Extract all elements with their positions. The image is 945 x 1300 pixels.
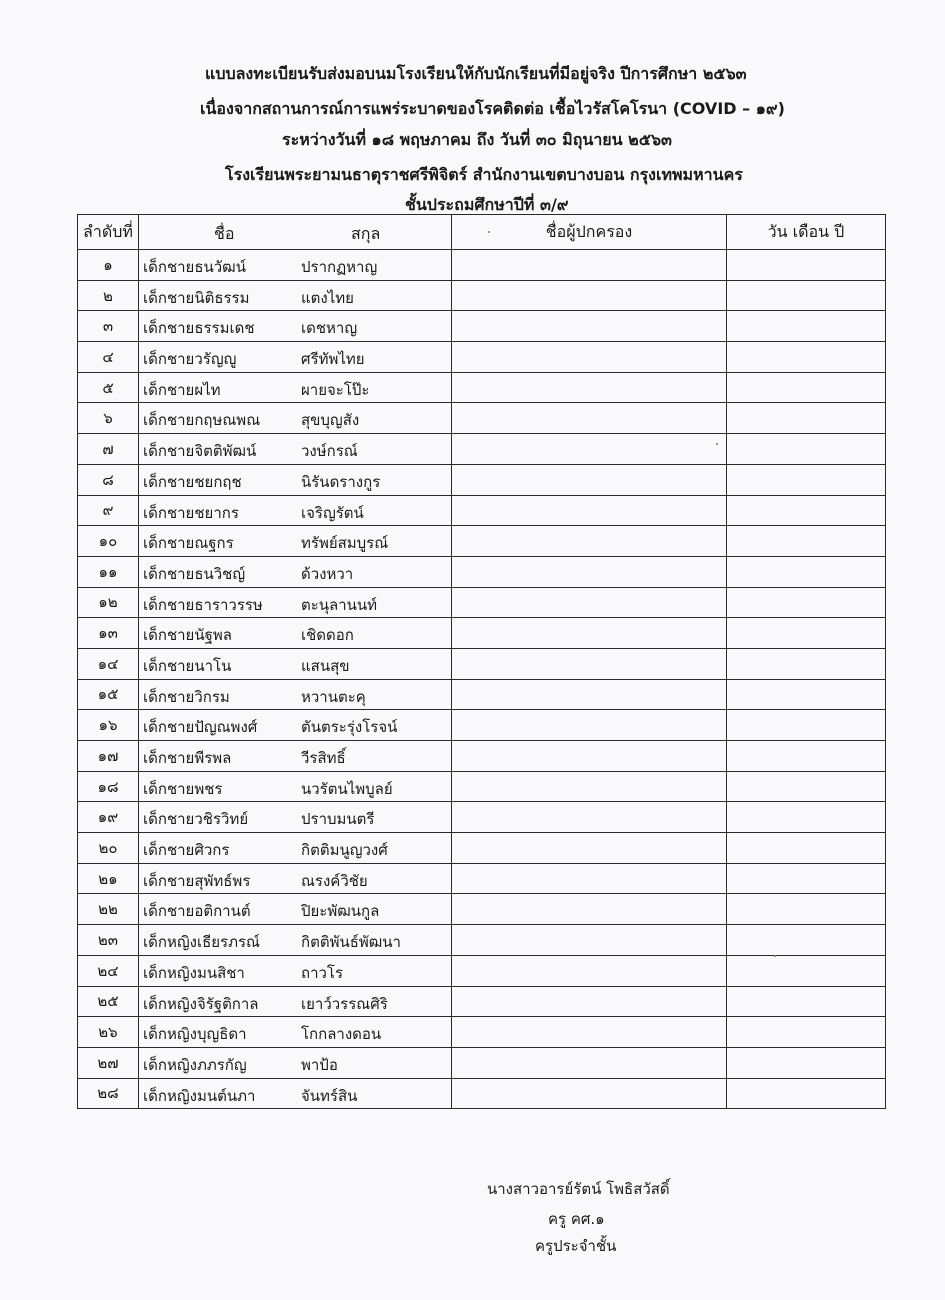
student-last-name: กิตติมนูญวงศ์ — [301, 841, 388, 860]
parent-signature-cell[interactable] — [452, 986, 727, 1017]
student-last-name: ปราบมนตรี — [301, 810, 375, 829]
row-number: ๑๘ — [78, 771, 139, 802]
parent-signature-cell[interactable] — [452, 648, 727, 679]
date-cell[interactable] — [727, 403, 886, 434]
parent-signature-cell[interactable] — [452, 618, 727, 649]
student-last-name: กิตติพันธ์พัฒนา — [301, 933, 401, 952]
teacher-position: ครู คศ.๑ — [548, 1210, 605, 1228]
column-header-first-name: ชื่อ — [214, 224, 235, 243]
student-first-name: เด็กชายกฤษณพณ — [143, 411, 261, 430]
student-first-name: เด็กชายธรรมเดช — [143, 319, 255, 338]
date-cell[interactable] — [727, 587, 886, 618]
parent-signature-cell[interactable] — [452, 464, 727, 495]
student-name-cell — [139, 894, 452, 925]
parent-signature-cell[interactable] — [452, 556, 727, 587]
student-first-name: เด็กหญิงเธียรภรณ์ — [143, 933, 260, 952]
student-last-name: ตะนุลานนท์ — [301, 595, 378, 614]
table-row — [78, 280, 886, 311]
table-row — [78, 618, 886, 649]
parent-signature-cell[interactable] — [452, 403, 727, 434]
table-row — [78, 771, 886, 802]
row-number: ๑ — [78, 250, 139, 281]
student-name-cell — [139, 863, 452, 894]
column-header-date: วัน เดือน ปี — [727, 215, 886, 250]
column-header-parent: ชื่อผู้ปกครอง — [452, 215, 727, 250]
date-cell[interactable] — [727, 1078, 886, 1109]
column-header-number: ลำดับที่ — [78, 215, 139, 250]
date-cell[interactable] — [727, 495, 886, 526]
parent-signature-cell[interactable] — [452, 679, 727, 710]
date-cell[interactable] — [727, 863, 886, 894]
parent-signature-cell[interactable] — [452, 434, 727, 465]
row-number: ๕ — [78, 372, 139, 403]
row-number: ๔ — [78, 342, 139, 373]
student-first-name: เด็กชายนิติธรรม — [143, 288, 250, 307]
table-row — [78, 587, 886, 618]
table-row — [78, 833, 886, 864]
parent-signature-cell[interactable] — [452, 710, 727, 741]
student-name-cell — [139, 771, 452, 802]
student-last-name: ถาวโร — [301, 963, 344, 982]
table-header-row — [78, 215, 886, 250]
row-number: ๑๕ — [78, 679, 139, 710]
row-number: ๙ — [78, 495, 139, 526]
paper-speck — [774, 955, 776, 957]
table-row — [78, 250, 886, 281]
parent-signature-cell[interactable] — [452, 863, 727, 894]
student-name-cell — [139, 342, 452, 373]
student-first-name: เด็กหญิงมนสิชา — [143, 963, 245, 982]
table-row — [78, 986, 886, 1017]
student-first-name: เด็กชายนัฐพล — [143, 626, 232, 645]
student-last-name: จันทร์สิน — [301, 1086, 358, 1105]
parent-signature-cell[interactable] — [452, 741, 727, 772]
student-last-name: ศรีทัพไทย — [301, 350, 365, 369]
student-last-name: พาป้อ — [301, 1055, 338, 1074]
student-name-cell — [139, 925, 452, 956]
parent-signature-cell[interactable] — [452, 833, 727, 864]
date-cell[interactable] — [727, 556, 886, 587]
parent-signature-cell[interactable] — [452, 250, 727, 281]
parent-signature-cell[interactable] — [452, 955, 727, 986]
row-number: ๑๓ — [78, 618, 139, 649]
student-first-name: เด็กชายพีรพล — [143, 749, 232, 767]
student-first-name: เด็กชายธนวัฒน์ — [143, 258, 246, 276]
student-name-cell — [139, 434, 452, 465]
parent-signature-cell[interactable] — [452, 495, 727, 526]
row-number: ๑๙ — [78, 802, 139, 833]
table-row — [78, 1047, 886, 1078]
student-last-name: หวานตะคุ — [301, 687, 366, 706]
parent-signature-cell[interactable] — [452, 802, 727, 833]
date-cell[interactable] — [727, 311, 886, 342]
row-number: ๒ — [78, 280, 139, 311]
table-row — [78, 1078, 886, 1109]
student-last-name: นิรันดรางกูร — [301, 472, 381, 491]
student-first-name: เด็กชายวรัญญู — [143, 350, 237, 369]
student-name-cell — [139, 587, 452, 618]
student-first-name: เด็กชายสุพัทธ์พร — [143, 871, 251, 890]
student-name-cell — [139, 648, 452, 679]
student-name-cell — [139, 1017, 452, 1048]
table-row — [78, 556, 886, 587]
student-first-name: เด็กชายนาโน — [143, 656, 232, 675]
table-row — [78, 464, 886, 495]
table-row — [78, 802, 886, 833]
column-header-last-name: สกุล — [351, 224, 381, 243]
student-roster-table — [77, 214, 886, 1109]
student-last-name: เชิดดอก — [301, 626, 354, 645]
date-cell[interactable] — [727, 618, 886, 649]
table-row — [78, 495, 886, 526]
row-number: ๑๒ — [78, 587, 139, 618]
table-row — [78, 526, 886, 557]
row-number: ๒๐ — [78, 833, 139, 864]
student-last-name: เดชหาญ — [301, 319, 358, 338]
date-cell[interactable] — [727, 526, 886, 557]
date-cell[interactable] — [727, 1047, 886, 1078]
table-row — [78, 679, 886, 710]
student-last-name: สุขบุญสัง — [301, 411, 360, 430]
student-last-name: วงษ์กรณ์ — [301, 442, 358, 461]
parent-signature-cell[interactable] — [452, 1078, 727, 1109]
row-number: ๑๖ — [78, 710, 139, 741]
row-number: ๑๑ — [78, 556, 139, 587]
student-name-cell — [139, 710, 452, 741]
parent-signature-cell[interactable] — [452, 342, 727, 373]
student-name-cell — [139, 464, 452, 495]
row-number: ๒๑ — [78, 863, 139, 894]
student-first-name: เด็กชายณฐกร — [143, 534, 234, 553]
student-last-name: แสนสุข — [301, 656, 350, 675]
parent-signature-cell[interactable] — [452, 311, 727, 342]
row-number: ๘ — [78, 464, 139, 495]
student-first-name: เด็กหญิงมนต์นภา — [143, 1086, 256, 1105]
row-number: ๒๗ — [78, 1047, 139, 1078]
table-row — [78, 955, 886, 986]
student-first-name: เด็กชายจิตติพัฒน์ — [143, 442, 257, 461]
student-name-cell — [139, 1078, 452, 1109]
row-number: ๖ — [78, 403, 139, 434]
student-last-name: ตันตระรุ่งโรจน์ — [301, 718, 398, 737]
row-number: ๑๗ — [78, 741, 139, 772]
student-name-cell — [139, 526, 452, 557]
student-last-name: ผายจะโป๊ะ — [301, 380, 370, 399]
table-row — [78, 710, 886, 741]
date-cell[interactable] — [727, 741, 886, 772]
school-name: โรงเรียนพระยามนธาตุราชศรีพิจิตร์ สำนักงานเขตบางบอน กรุงเทพมหานคร — [225, 165, 743, 184]
row-number: ๑๐ — [78, 526, 139, 557]
table-row — [78, 434, 886, 465]
student-last-name: เยาว์วรรณศิริ — [301, 994, 388, 1013]
date-cell[interactable] — [727, 280, 886, 311]
student-first-name: เด็กชายชยกฤช — [143, 472, 242, 491]
form-reason: เนื่องจากสถานการณ์การแพร่ระบาดของโรคติดต่อ เชื้อไวรัสโคโรนา (COVID – ๑๙) — [200, 99, 785, 118]
student-name-cell — [139, 372, 452, 403]
student-first-name: เด็กหญิงบุญธิดา — [143, 1025, 247, 1044]
form-title: แบบลงทะเบียนรับส่งมอบนมโรงเรียนให้กับนักเรียนที่มีอยู่จริง ปีการศึกษา ๒๕๖๓ — [205, 64, 747, 83]
student-name-cell — [139, 618, 452, 649]
date-cell[interactable] — [727, 925, 886, 956]
parent-signature-cell[interactable] — [452, 372, 727, 403]
class-level: ชั้นประถมศึกษาปีที่ ๓/๙ — [405, 195, 569, 214]
date-cell[interactable] — [727, 679, 886, 710]
student-last-name: นวรัตนไพบูลย์ — [301, 779, 393, 798]
student-first-name: เด็กชายธนวิชญ์ — [143, 564, 246, 583]
parent-signature-cell[interactable] — [452, 771, 727, 802]
teacher-name: นางสาวอารย์รัตน์ โพธิสวัสดิ์ — [487, 1180, 670, 1198]
table-body — [78, 250, 886, 1109]
student-name-cell — [139, 250, 452, 281]
table-row — [78, 403, 886, 434]
table-row — [78, 741, 886, 772]
student-name-cell — [139, 955, 452, 986]
table-row — [78, 894, 886, 925]
student-last-name: วีรสิทธิ์ — [301, 749, 346, 767]
student-first-name: เด็กหญิงภภรกัญ — [143, 1055, 247, 1074]
date-cell[interactable] — [727, 986, 886, 1017]
student-last-name: โกกลางดอน — [301, 1025, 382, 1044]
table-row — [78, 925, 886, 956]
student-first-name: เด็กชายพชร — [143, 779, 223, 798]
student-first-name: เด็กชายอติกานต์ — [143, 902, 251, 921]
parent-signature-cell[interactable] — [452, 587, 727, 618]
row-number: ๒๕ — [78, 986, 139, 1017]
row-number: ๒๘ — [78, 1078, 139, 1109]
student-first-name: เด็กชายศิวกร — [143, 841, 230, 860]
student-first-name: เด็กชายปัญณพงศ์ — [143, 718, 258, 737]
paper-speck — [716, 443, 718, 445]
student-last-name: ณรงค์วิชัย — [301, 871, 368, 890]
date-cell[interactable] — [727, 648, 886, 679]
student-first-name: เด็กชายวิกรม — [143, 687, 230, 706]
row-number: ๒๓ — [78, 925, 139, 956]
student-last-name: แตงไทย — [301, 288, 354, 307]
table-row — [78, 1017, 886, 1048]
student-last-name: ปรากฏหาญ — [301, 258, 378, 276]
row-number: ๒๔ — [78, 955, 139, 986]
student-last-name: ปิยะพัฒนกูล — [301, 902, 380, 921]
date-cell[interactable] — [727, 802, 886, 833]
row-number: ๒๒ — [78, 894, 139, 925]
date-cell[interactable] — [727, 372, 886, 403]
table-row — [78, 863, 886, 894]
student-first-name: เด็กชายวชิรวิทย์ — [143, 810, 249, 829]
student-first-name: เด็กชายชยากร — [143, 503, 239, 522]
row-number: ๒๖ — [78, 1017, 139, 1048]
student-first-name: เด็กหญิงจิรัฐติกาล — [143, 994, 259, 1013]
form-period: ระหว่างวันที่ ๑๘ พฤษภาคม ถึง วันที่ ๓๐ มิถุนายน ๒๕๖๓ — [282, 130, 672, 149]
student-name-cell — [139, 986, 452, 1017]
date-cell[interactable] — [727, 250, 886, 281]
table-row — [78, 372, 886, 403]
date-cell[interactable] — [727, 955, 886, 986]
date-cell[interactable] — [727, 833, 886, 864]
date-cell[interactable] — [727, 710, 886, 741]
table-row — [78, 311, 886, 342]
student-first-name: เด็กชายผไท — [143, 380, 221, 399]
student-name-cell — [139, 802, 452, 833]
date-cell[interactable] — [727, 342, 886, 373]
row-number: ๓ — [78, 311, 139, 342]
date-cell[interactable] — [727, 771, 886, 802]
parent-signature-cell[interactable] — [452, 1017, 727, 1048]
student-last-name: ด้วงหวา — [301, 564, 354, 583]
parent-signature-cell[interactable] — [452, 1047, 727, 1078]
parent-signature-cell[interactable] — [452, 894, 727, 925]
student-name-cell — [139, 833, 452, 864]
student-name-cell — [139, 495, 452, 526]
student-name-cell — [139, 403, 452, 434]
table-row — [78, 342, 886, 373]
table-row — [78, 648, 886, 679]
student-last-name: ทรัพย์สมบูรณ์ — [301, 534, 389, 553]
paper-speck — [488, 231, 490, 233]
student-name-cell — [139, 741, 452, 772]
student-last-name: เจริญรัตน์ — [301, 503, 364, 522]
teacher-role: ครูประจำชั้น — [535, 1237, 617, 1255]
date-cell[interactable] — [727, 1017, 886, 1048]
date-cell[interactable] — [727, 464, 886, 495]
parent-signature-cell[interactable] — [452, 280, 727, 311]
date-cell[interactable] — [727, 894, 886, 925]
parent-signature-cell[interactable] — [452, 925, 727, 956]
date-cell[interactable] — [727, 434, 886, 465]
student-name-cell — [139, 311, 452, 342]
student-first-name: เด็กชายธาราวรรษ — [143, 595, 263, 614]
parent-signature-cell[interactable] — [452, 526, 727, 557]
row-number: ๑๔ — [78, 648, 139, 679]
column-header-name — [139, 215, 452, 250]
row-number: ๗ — [78, 434, 139, 465]
student-name-cell — [139, 556, 452, 587]
student-name-cell — [139, 280, 452, 311]
student-name-cell — [139, 679, 452, 710]
student-name-cell — [139, 1047, 452, 1078]
